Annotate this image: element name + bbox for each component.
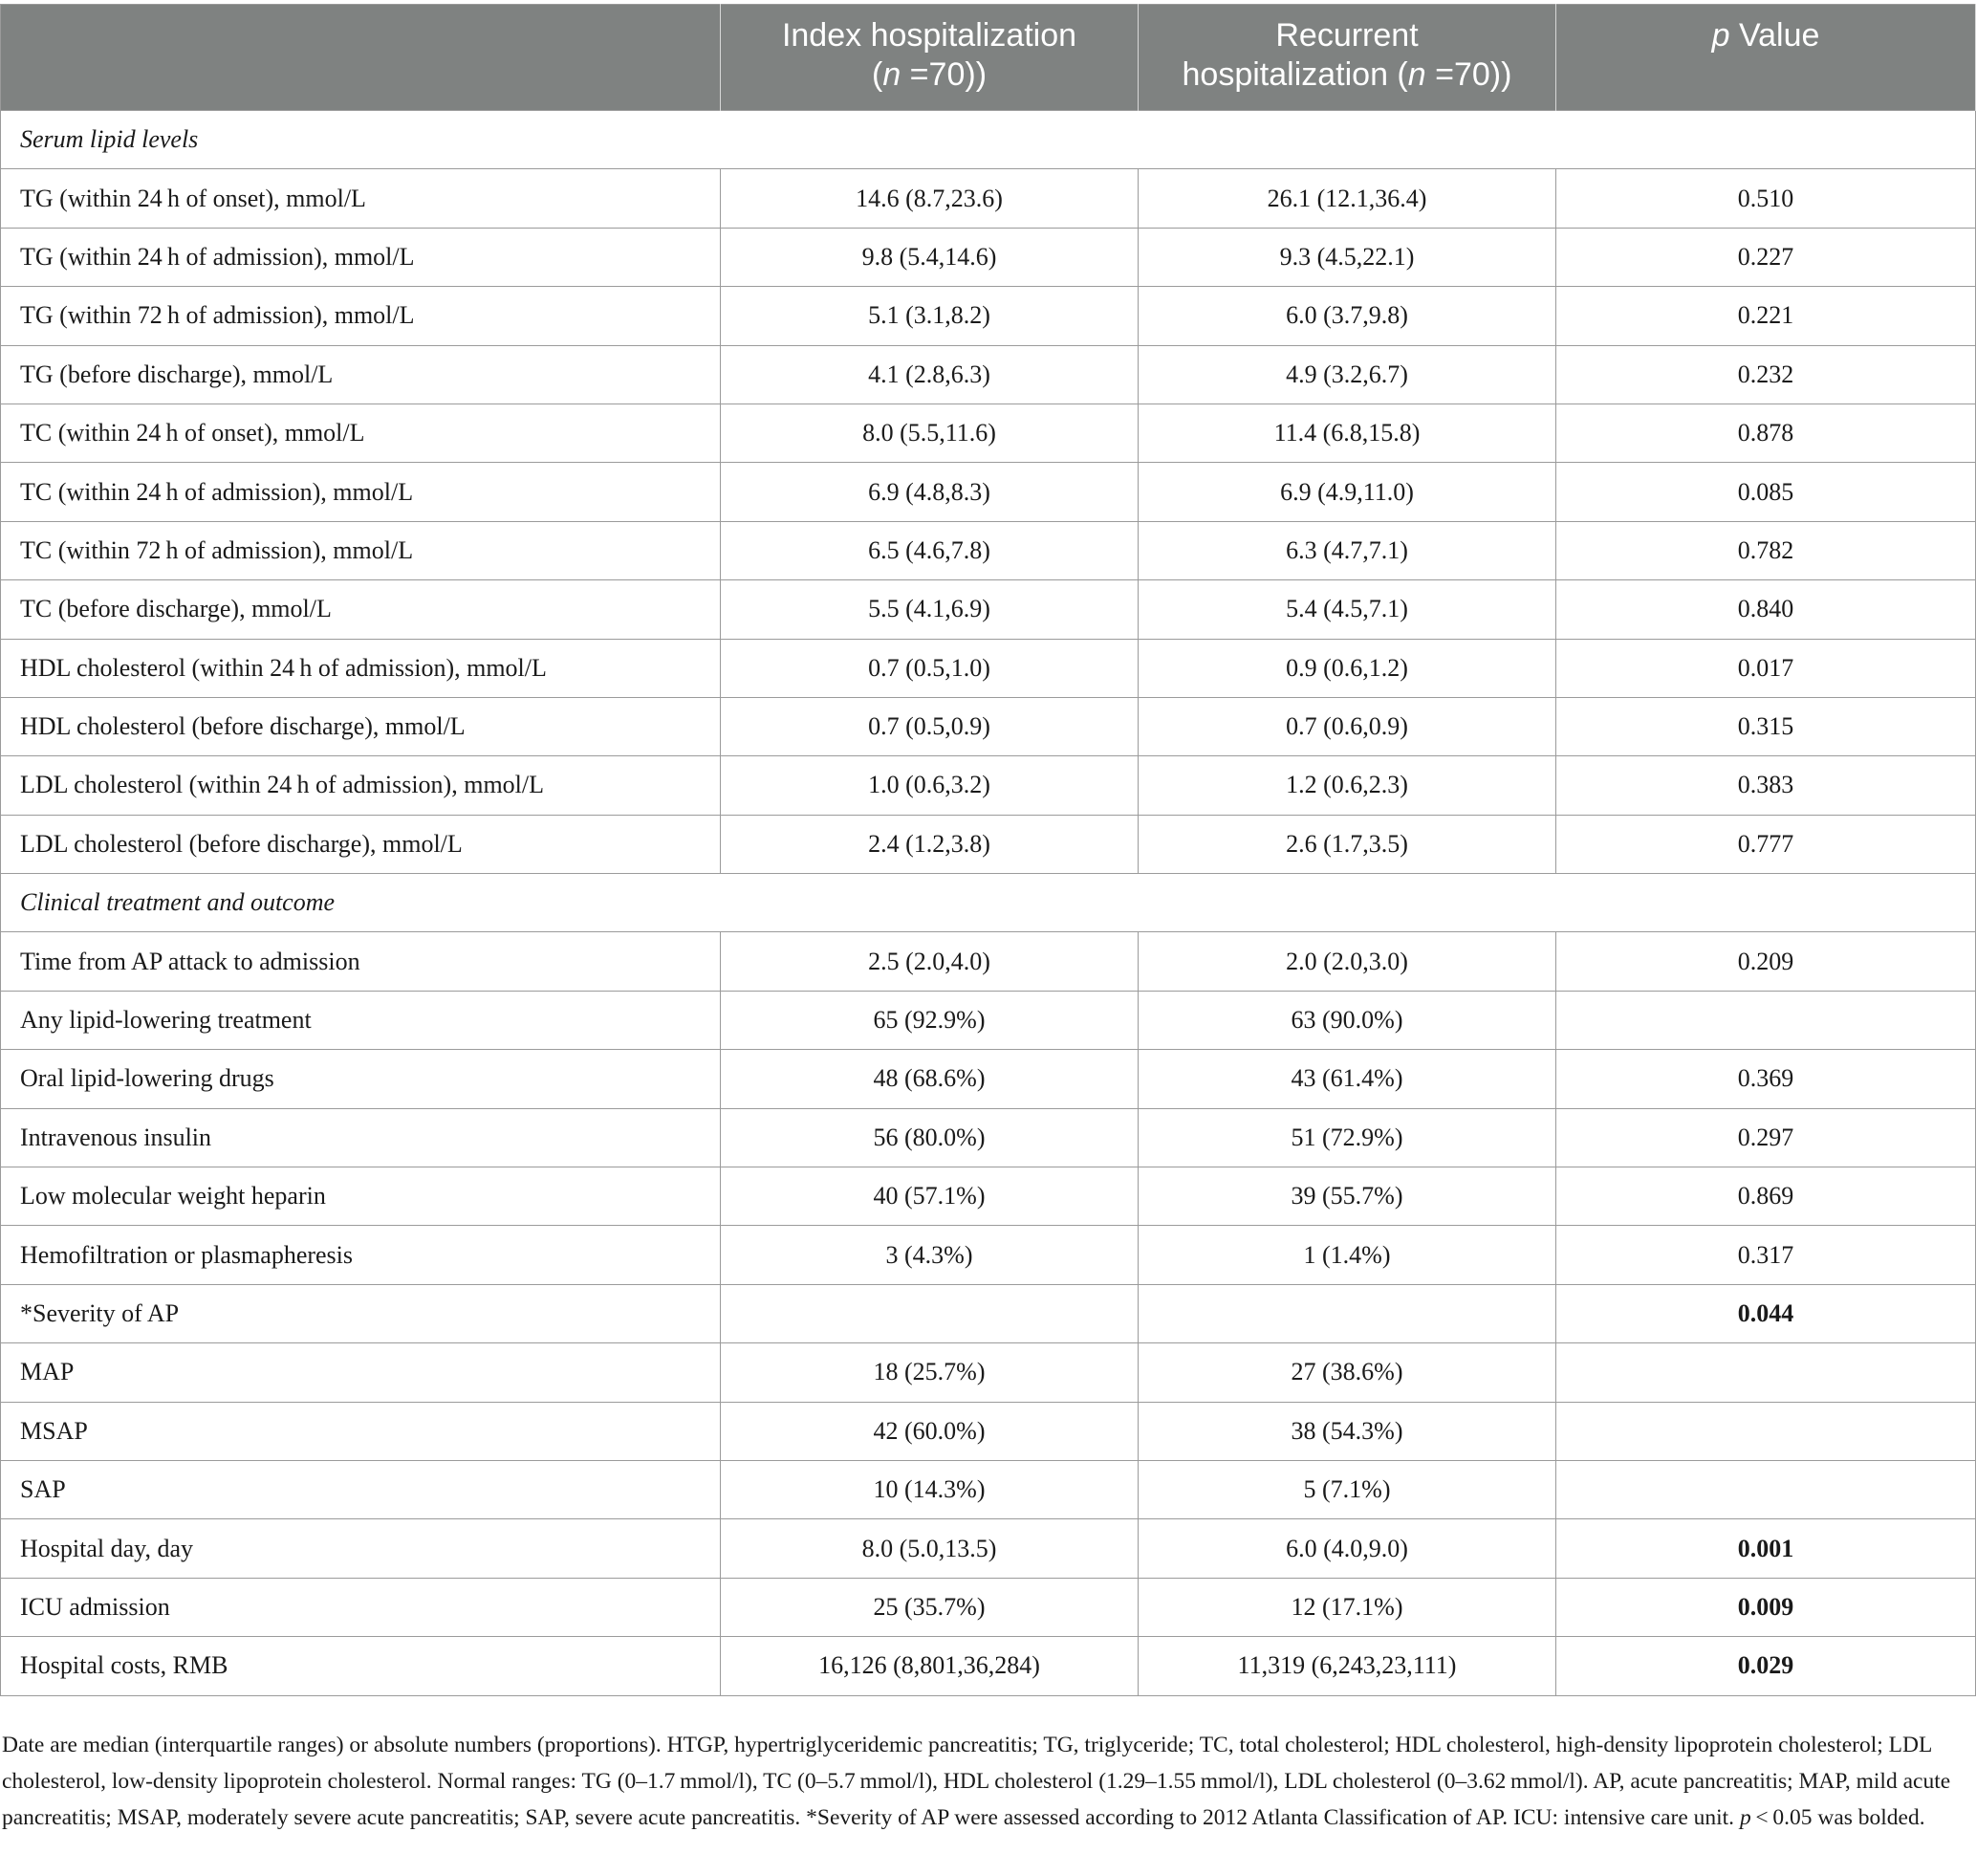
row-label: TC (within 72 h of admission), mmol/L (1, 521, 721, 579)
table-row (1, 1402, 1976, 1460)
recurrent-value: 6.0 (3.7,9.8) (1139, 287, 1556, 345)
index-value: 56 (80.0%) (721, 1108, 1139, 1167)
index-value: 18 (25.7%) (721, 1343, 1139, 1402)
row-label: *Severity of AP (1, 1284, 721, 1342)
recurrent-value: 43 (61.4%) (1139, 1050, 1556, 1108)
p-value: 0.232 (1556, 345, 1976, 404)
p-value: 0.782 (1556, 521, 1976, 579)
index-value: 5.1 (3.1,8.2) (721, 287, 1139, 345)
row-label: Hospital costs, RMB (1, 1637, 721, 1695)
p-value (1556, 1343, 1976, 1402)
table-row (1, 1578, 1976, 1636)
row-label: Hospital day, day (1, 1519, 721, 1578)
index-value: 2.5 (2.0,4.0) (721, 932, 1139, 991)
table-row (1, 932, 1976, 991)
row-label: SAP (1, 1460, 721, 1518)
table-row (1, 639, 1976, 697)
p-value: 0.369 (1556, 1050, 1976, 1108)
p-value: 0.869 (1556, 1167, 1976, 1226)
p-value: 0.510 (1556, 169, 1976, 228)
row-label: TG (within 72 h of admission), mmol/L (1, 287, 721, 345)
index-value: 9.8 (5.4,14.6) (721, 228, 1139, 286)
row-label: Time from AP attack to admission (1, 932, 721, 991)
index-value: 42 (60.0%) (721, 1402, 1139, 1460)
section-title: Clinical treatment and outcome (1, 874, 1976, 932)
row-label: ICU admission (1, 1578, 721, 1636)
recurrent-value: 27 (38.6%) (1139, 1343, 1556, 1402)
table-footnote: Date are median (interquartile ranges) or absolute numbers (proportions). HTGP, hypertriglyceridemic pancreatitis; TG, triglyceride; TC, total cholesterol; HDL cholesterol, high-density lipoprotein cholesterol; LDL cholesterol, low-density lipoprotein cholesterol. Normal ranges: TG (0–1.7 mmol/l), TC (0–5.7 mmol/l), HDL cholesterol (1.29–1.55 mmol/l), LDL cholesterol (0–3.62 mmol/l). AP, acute pancreatitis; MAP, mild acute pancreatitis; MSAP, moderately severe acute pancreatitis; SAP, severe acute pancreatitis. *Severity of AP were assessed according to 2012 Atlanta Classification of AP. ICU: intensive care unit. p < 0.05 was bolded. (2, 1733, 1951, 1830)
recurrent-value: 5 (7.1%) (1139, 1460, 1556, 1518)
table-row (1, 1108, 1976, 1167)
recurrent-value: 51 (72.9%) (1139, 1108, 1556, 1167)
recurrent-value: 11,319 (6,243,23,111) (1139, 1637, 1556, 1695)
table-row (1, 1284, 1976, 1342)
index-value: 6.5 (4.6,7.8) (721, 521, 1139, 579)
index-value: 8.0 (5.5,11.6) (721, 404, 1139, 462)
p-value: 0.209 (1556, 932, 1976, 991)
table-row (1, 1637, 1976, 1695)
index-value: 4.1 (2.8,6.3) (721, 345, 1139, 404)
results-table (0, 4, 1976, 1696)
index-value: 1.0 (0.6,3.2) (721, 756, 1139, 815)
table-row (1, 1519, 1976, 1578)
table-row (1, 991, 1976, 1049)
p-value: 0.777 (1556, 815, 1976, 873)
index-value: 48 (68.6%) (721, 1050, 1139, 1108)
recurrent-value: 39 (55.7%) (1139, 1167, 1556, 1226)
index-value: 2.4 (1.2,3.8) (721, 815, 1139, 873)
p-value: 0.315 (1556, 697, 1976, 755)
p-value: 0.221 (1556, 287, 1976, 345)
row-label: LDL cholesterol (before discharge), mmol/L (1, 815, 721, 873)
recurrent-value: 6.9 (4.9,11.0) (1139, 463, 1556, 521)
index-value: 25 (35.7%) (721, 1578, 1139, 1636)
recurrent-value: 6.3 (4.7,7.1) (1139, 521, 1556, 579)
row-label: HDL cholesterol (within 24 h of admission), mmol/L (1, 639, 721, 697)
index-value: 0.7 (0.5,0.9) (721, 697, 1139, 755)
p-value: 0.297 (1556, 1108, 1976, 1167)
recurrent-value: 5.4 (4.5,7.1) (1139, 580, 1556, 639)
recurrent-value: 1 (1.4%) (1139, 1226, 1556, 1284)
index-value: 40 (57.1%) (721, 1167, 1139, 1226)
table-row (1, 228, 1976, 286)
p-value: 0.227 (1556, 228, 1976, 286)
table-row (1, 169, 1976, 228)
index-value (721, 1284, 1139, 1342)
row-label: MSAP (1, 1402, 721, 1460)
row-label: HDL cholesterol (before discharge), mmol/L (1, 697, 721, 755)
row-label: TC (within 24 h of onset), mmol/L (1, 404, 721, 462)
index-value: 14.6 (8.7,23.6) (721, 169, 1139, 228)
index-value: 6.9 (4.8,8.3) (721, 463, 1139, 521)
p-value (1556, 1402, 1976, 1460)
row-label: TC (within 24 h of admission), mmol/L (1, 463, 721, 521)
p-value: 0.085 (1556, 463, 1976, 521)
recurrent-value: 0.9 (0.6,1.2) (1139, 639, 1556, 697)
p-value: 0.017 (1556, 639, 1976, 697)
table-row (1, 345, 1976, 404)
row-label: LDL cholesterol (within 24 h of admission), mmol/L (1, 756, 721, 815)
index-value: 3 (4.3%) (721, 1226, 1139, 1284)
table-row (1, 580, 1976, 639)
recurrent-value: 1.2 (0.6,2.3) (1139, 756, 1556, 815)
recurrent-value: 63 (90.0%) (1139, 991, 1556, 1049)
table-row (1, 521, 1976, 579)
p-value: 0.317 (1556, 1226, 1976, 1284)
recurrent-value (1139, 1284, 1556, 1342)
row-label: Intravenous insulin (1, 1108, 721, 1167)
table-row (1, 815, 1976, 873)
row-label: TC (before discharge), mmol/L (1, 580, 721, 639)
header-index-hospitalization: Index hospitalization (n =70)) (721, 5, 1139, 111)
index-value: 8.0 (5.0,13.5) (721, 1519, 1139, 1578)
p-value: 0.044 (1556, 1284, 1976, 1342)
section-title: Serum lipid levels (1, 111, 1976, 169)
header-empty-cell (1, 5, 721, 111)
index-value: 65 (92.9%) (721, 991, 1139, 1049)
table-row (1, 463, 1976, 521)
row-label: Oral lipid-lowering drugs (1, 1050, 721, 1108)
p-value: 0.840 (1556, 580, 1976, 639)
header-recurrent-hospitalization: Recurrent hospitalization (n =70)) (1139, 5, 1556, 111)
p-value: 0.009 (1556, 1578, 1976, 1636)
recurrent-value: 26.1 (12.1,36.4) (1139, 169, 1556, 228)
section-row (1, 874, 1976, 932)
table-row (1, 1050, 1976, 1108)
row-label: TG (within 24 h of onset), mmol/L (1, 169, 721, 228)
row-label: TG (within 24 h of admission), mmol/L (1, 228, 721, 286)
row-label: MAP (1, 1343, 721, 1402)
table-row (1, 287, 1976, 345)
table-row (1, 1226, 1976, 1284)
p-value (1556, 1460, 1976, 1518)
section-row (1, 111, 1976, 169)
header-p-value: p Value (1556, 5, 1976, 111)
p-value: 0.383 (1556, 756, 1976, 815)
recurrent-value: 4.9 (3.2,6.7) (1139, 345, 1556, 404)
p-value (1556, 991, 1976, 1049)
table-row (1, 1167, 1976, 1226)
recurrent-value: 6.0 (4.0,9.0) (1139, 1519, 1556, 1578)
table-row (1, 404, 1976, 462)
row-label: Any lipid-lowering treatment (1, 991, 721, 1049)
row-label: TG (before discharge), mmol/L (1, 345, 721, 404)
row-label: Hemofiltration or plasmapheresis (1, 1226, 721, 1284)
table-row (1, 1460, 1976, 1518)
table-body (1, 111, 1976, 1696)
recurrent-value: 0.7 (0.6,0.9) (1139, 697, 1556, 755)
recurrent-value: 11.4 (6.8,15.8) (1139, 404, 1556, 462)
p-value: 0.029 (1556, 1637, 1976, 1695)
index-value: 5.5 (4.1,6.9) (721, 580, 1139, 639)
row-label: Low molecular weight heparin (1, 1167, 721, 1226)
recurrent-value: 2.6 (1.7,3.5) (1139, 815, 1556, 873)
recurrent-value: 38 (54.3%) (1139, 1402, 1556, 1460)
recurrent-value: 12 (17.1%) (1139, 1578, 1556, 1636)
index-value: 16,126 (8,801,36,284) (721, 1637, 1139, 1695)
table-row (1, 756, 1976, 815)
table-header (1, 5, 1976, 111)
table-row (1, 1343, 1976, 1402)
p-value: 0.001 (1556, 1519, 1976, 1578)
recurrent-value: 2.0 (2.0,3.0) (1139, 932, 1556, 991)
index-value: 0.7 (0.5,1.0) (721, 639, 1139, 697)
index-value: 10 (14.3%) (721, 1460, 1139, 1518)
p-value: 0.878 (1556, 404, 1976, 462)
table-row (1, 697, 1976, 755)
recurrent-value: 9.3 (4.5,22.1) (1139, 228, 1556, 286)
